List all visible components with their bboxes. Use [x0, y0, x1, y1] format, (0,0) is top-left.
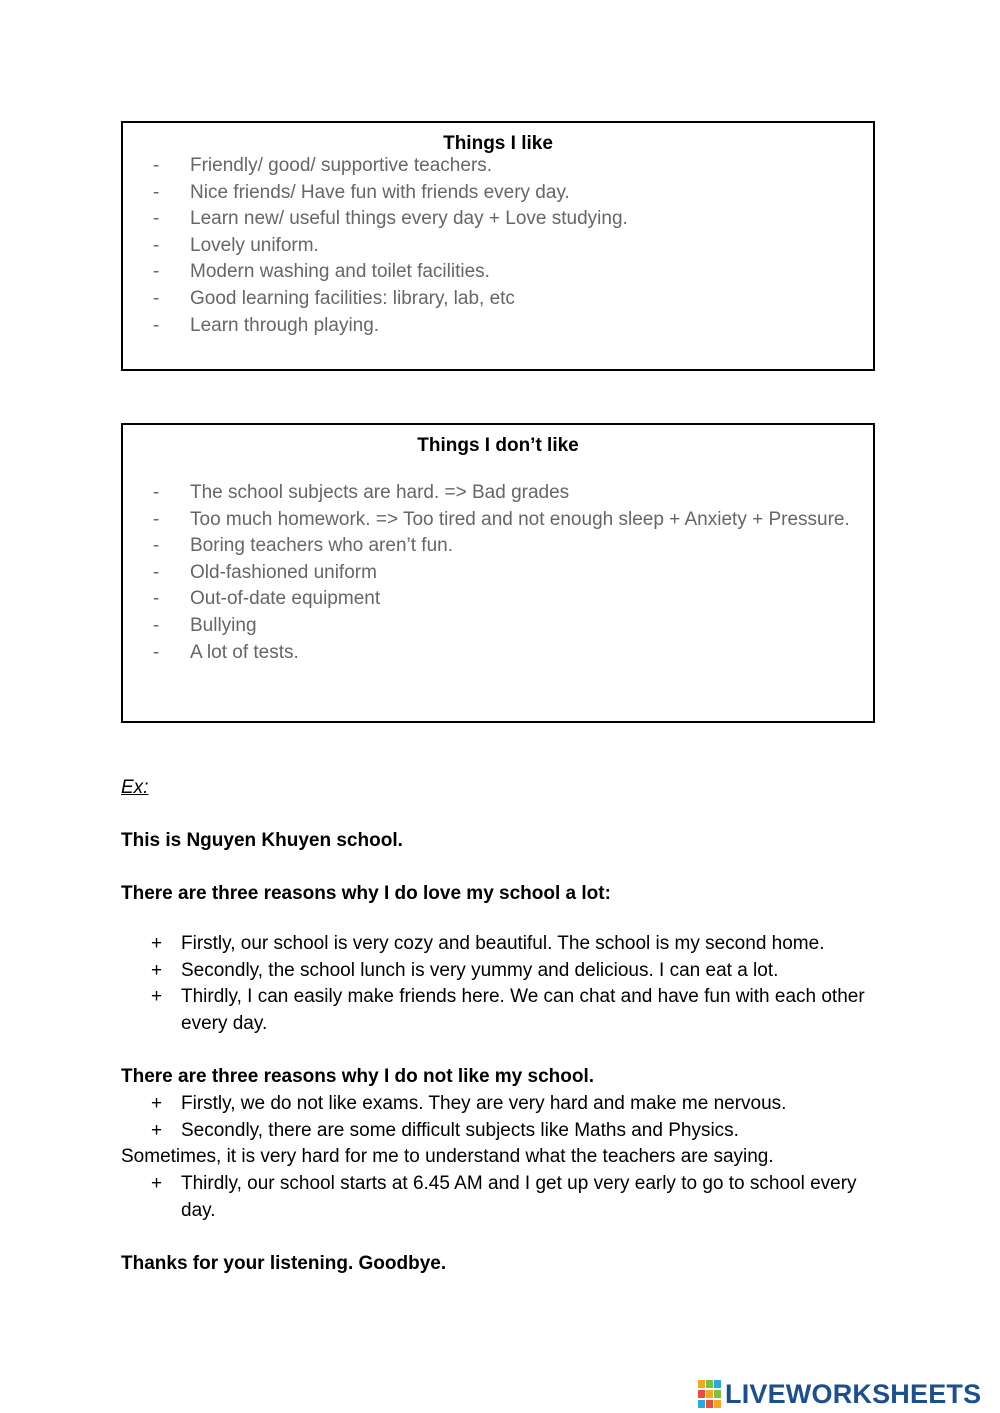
love-reasons-list: [121, 931, 881, 1037]
dislike-reasons-list-continued: [121, 1171, 881, 1224]
list-item: - Bullying: [123, 613, 853, 640]
list-item: - Lovely uniform.: [123, 233, 853, 260]
list-item: - The school subjects are hard. => Bad grades: [123, 480, 853, 507]
list-item: + Thirdly, I can easily make friends here. We can chat and have fun with each other every day.: [151, 986, 865, 1034]
plus-bullet: +: [151, 933, 163, 954]
things-i-like-list: [123, 153, 853, 339]
list-item: - Friendly/ good/ supportive teachers.: [123, 153, 853, 180]
plus-bullet: +: [151, 1093, 163, 1114]
plus-bullet: +: [151, 1173, 163, 1194]
love-reasons-heading: There are three reasons why I do love my school a lot:: [121, 883, 611, 904]
dislike-continuation-text: Sometimes, it is very hard for me to understand what the teachers are saying.: [121, 1146, 774, 1167]
closing-sentence: Thanks for your listening. Goodbye.: [121, 1253, 447, 1274]
list-item: + Secondly, the school lunch is very yummy and delicious. I can eat a lot.: [121, 958, 881, 985]
example-label: Ex:: [121, 777, 149, 798]
liveworksheets-logo-icon: [698, 1380, 722, 1408]
dash-bullet: -: [153, 641, 160, 663]
dash-bullet: -: [153, 588, 160, 610]
things-i-dont-like-title: Things I don’t like: [417, 435, 579, 456]
list-item: + Thirdly, our school starts at 6.45 AM and I get up very early to go to school every day.: [151, 1173, 857, 1221]
things-i-like-box: [121, 121, 875, 371]
dislike-reasons-list: [121, 1091, 881, 1144]
things-i-dont-like-list: [123, 480, 853, 666]
dash-bullet: -: [153, 314, 160, 336]
plus-bullet: +: [151, 986, 163, 1008]
dash-bullet: -: [153, 234, 160, 256]
intro-sentence: This is Nguyen Khuyen school.: [121, 830, 403, 851]
list-item: - Learn through playing.: [123, 313, 853, 340]
dislike-reasons-heading: There are three reasons why I do not like my school.: [121, 1066, 595, 1087]
dash-bullet: -: [153, 508, 160, 530]
list-item: - Old-fashioned uniform: [123, 560, 853, 587]
things-i-dont-like-box: [121, 423, 875, 723]
list-item: - Nice friends/ Have fun with friends every day.: [123, 180, 853, 207]
dash-bullet: -: [153, 561, 160, 583]
dash-bullet: -: [153, 614, 160, 636]
list-item: - Learn new/ useful things every day + Love studying.: [123, 206, 853, 233]
list-item: + Firstly, our school is very cozy and beautiful. The school is my second home.: [121, 931, 881, 958]
dash-bullet: -: [153, 261, 160, 283]
liveworksheets-wordmark: LIVEWORKSHEETS: [725, 1378, 982, 1409]
list-item: - Modern washing and toilet facilities.: [123, 259, 853, 286]
list-item: - Out-of-date equipment: [123, 586, 853, 613]
list-item: - Good learning facilities: library, lab, etc: [123, 286, 853, 313]
dash-bullet: -: [153, 181, 160, 203]
dash-bullet: -: [153, 287, 160, 309]
list-item: + Secondly, there are some difficult subjects like Maths and Physics.: [121, 1118, 881, 1145]
dash-bullet: -: [153, 482, 160, 503]
plus-bullet: +: [151, 959, 163, 981]
list-item: - Too much homework. => Too tired and not enough sleep + Anxiety + Pressure.: [123, 507, 853, 534]
dash-bullet: -: [153, 155, 160, 176]
list-item: + Firstly, we do not like exams. They are very hard and make me nervous.: [121, 1091, 881, 1118]
dash-bullet: -: [153, 535, 160, 557]
plus-bullet: +: [151, 1119, 163, 1141]
dash-bullet: -: [153, 208, 160, 230]
liveworksheets-watermark: [698, 1377, 981, 1411]
things-i-like-title: Things I like: [443, 133, 553, 154]
list-item: - Boring teachers who aren’t fun.: [123, 533, 853, 560]
list-item: - A lot of tests.: [123, 640, 853, 667]
